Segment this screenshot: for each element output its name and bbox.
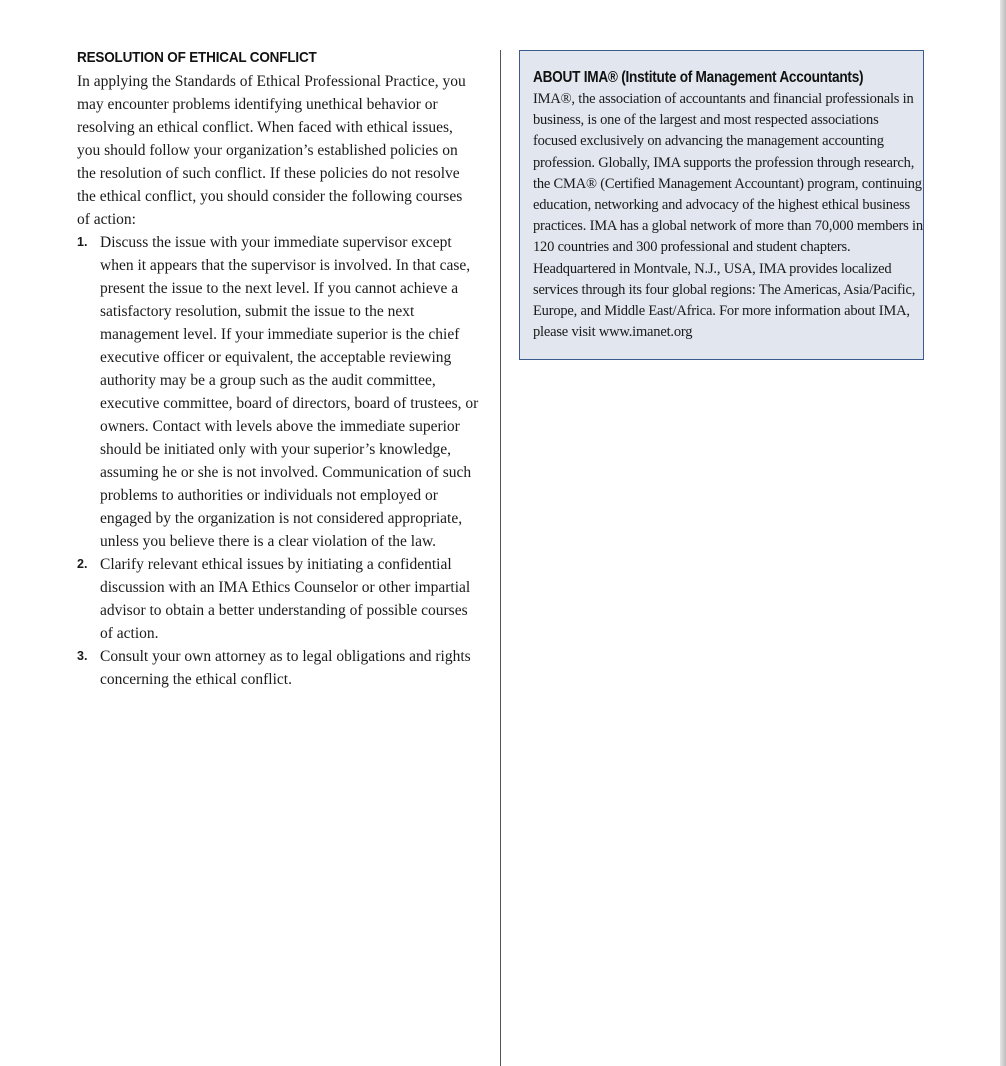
list-item-number: 3. xyxy=(77,649,88,663)
list-item-text: Clarify relevant ethical issues by initiating a confidential discussion with an IMA Ethics Counselor or other impartial advisor to obtain a better understanding of possible courses of action. xyxy=(100,556,471,642)
intro-paragraph: In applying the Standards of Ethical Professional Practice, you may encounter problems identifying unethical behavior or resolving an ethical conflict. When faced with ethical issues, you should follow your organization’s established policies on the resolution of such conflict. If these policies do not resolve the ethical conflict, you should consider the following courses of action: xyxy=(77,73,466,228)
list-item xyxy=(77,553,482,645)
list-item-text: Discuss the issue with your immediate supervisor except when it appears that the supervisor is involved. In that case, present the issue to the next level. If you cannot achieve a satisfactory resolution, submit the issue to the next management level. If your immediate superior is the chief executive officer or equivalent, the acceptable reviewing authority may be a group such as the audit committee, executive committee, board of directors, board of trustees, or owners. Contact with levels above the immediate superior should be initiated only with your superior’s knowledge, assuming he or she is not involved. Communication of such problems to authorities or individuals not employed or engaged by the organization is not considered appropriate, unless you believe there is a clear violation of the law. xyxy=(100,234,479,550)
list-item xyxy=(77,645,482,691)
about-body: IMA®, the association of accountants and financial professionals in business, is one of the largest and most respected associations focused exclusively on advancing the management accounting profession. Globally, IMA supports the profession through research, the CMA® (Certified Management Accountant) program, continuing education, networking and advocacy of the highest ethical business practices. IMA has a global network of more than 70,000 members in 120 countries and 300 professional and student chapters. Headquartered in Montvale, N.J., USA, IMA provides localized services through its four global regions: The Americas, Asia/Pacific, Europe, and Middle East/Africa. For more information about IMA, please visit www.imanet.org xyxy=(533,91,923,341)
list-item-text: Consult your own attorney as to legal obligations and rights concerning the ethical conflict. xyxy=(100,648,471,688)
resolution-section xyxy=(77,48,487,691)
page-edge-shadow xyxy=(1000,0,1006,1066)
list-item xyxy=(77,231,482,553)
section-heading: RESOLUTION OF ETHICAL CONFLICT xyxy=(77,49,317,66)
courses-of-action-list xyxy=(77,231,487,691)
list-item-number: 2. xyxy=(77,557,88,571)
list-item-number: 1. xyxy=(77,235,88,249)
column-divider xyxy=(500,50,501,1066)
about-title: ABOUT IMA® (Institute of Management Accountants) xyxy=(533,69,864,86)
about-ima-box xyxy=(519,50,924,360)
